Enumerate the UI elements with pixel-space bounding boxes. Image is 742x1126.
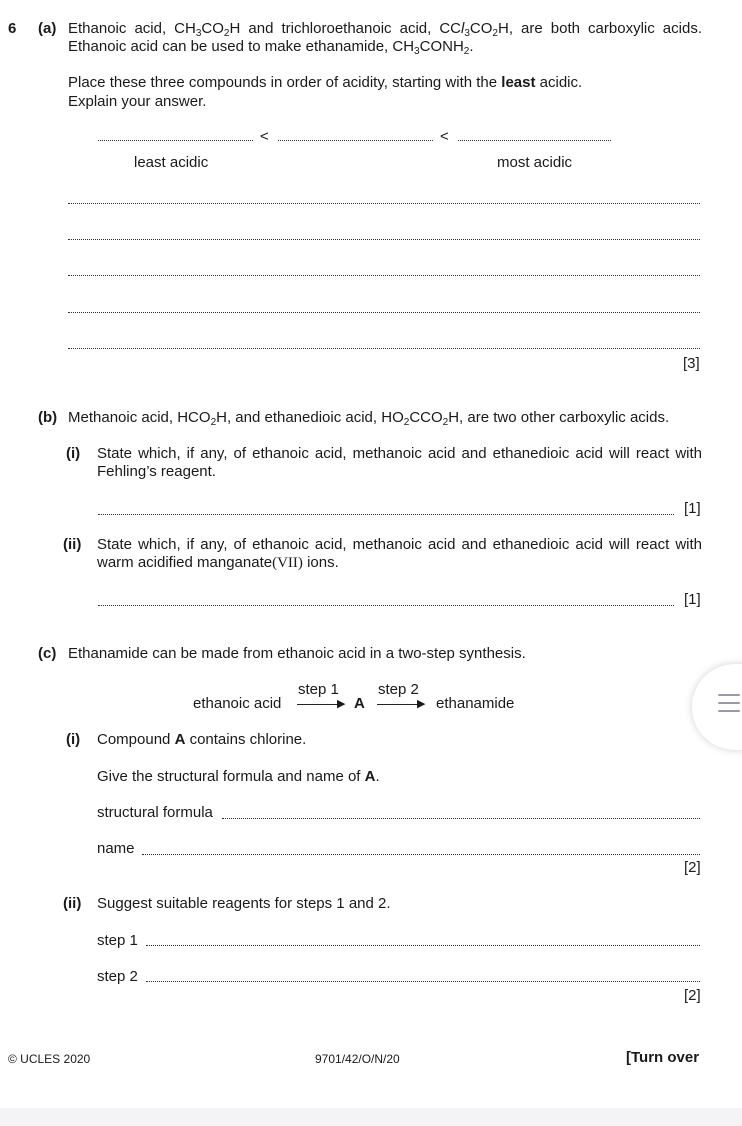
part-a-line2: Ethanoic acid can be used to make ethanamide, $CH_3CONH_2$. xyxy=(68,38,474,57)
part-b-i-line1: State which, if any, of ethanoic acid, methanoic acid and ethanedioic acid will react with xyxy=(97,445,702,462)
part-b-i-line2: Fehling’s reagent. xyxy=(97,463,216,480)
footer-paper-code: 9701/42/O/N/20 xyxy=(315,1052,400,1066)
part-b-label: (b) xyxy=(38,409,58,426)
answer-blank-most[interactable] xyxy=(458,140,611,141)
answer-line[interactable] xyxy=(98,514,674,515)
least-acidic-label: least acidic xyxy=(134,154,209,171)
answer-line[interactable] xyxy=(68,348,700,349)
scheme-end: ethanamide xyxy=(436,695,515,712)
scheme-step2-label: step 2 xyxy=(378,681,419,698)
less-than-symbol-2: < xyxy=(440,128,449,145)
handle-bar-icon xyxy=(718,710,740,712)
scheme-step1-label: step 1 xyxy=(298,681,339,698)
scheme-start: ethanoic acid xyxy=(193,695,282,712)
part-c-ii-label: (ii) xyxy=(63,895,82,912)
part-c-label: (c) xyxy=(38,645,57,662)
answer-blank-middle[interactable] xyxy=(278,140,433,141)
part-c-i-line2: Give the structural formula and name of A. xyxy=(97,768,380,785)
part-a-marks: [3] xyxy=(683,355,700,372)
part-c-ii-marks: [2] xyxy=(684,987,701,1004)
name-answer-line[interactable] xyxy=(142,854,700,855)
part-a-instruction: Place these three compounds in order of acidity, starting with the least acidic. xyxy=(68,74,583,91)
part-c-i-marks: [2] xyxy=(684,859,701,876)
name-label: name xyxy=(97,840,135,857)
part-b-ii-line2: warm acidified manganate(VII) ions. xyxy=(97,554,339,571)
question-number: 6 xyxy=(8,20,17,37)
step2-label: step 2 xyxy=(97,968,138,985)
handle-bar-icon xyxy=(718,694,740,696)
part-a-line1: Ethanoic acid, $CH_3CO_2H$ and trichloroethanoic acid, $CCl_3CO_2H$, are both carboxylic acids. xyxy=(68,20,702,39)
footer-copyright: © UCLES 2020 xyxy=(8,1052,91,1066)
scheme-arrow-1: ▶ xyxy=(297,698,345,710)
handle-bar-icon xyxy=(718,702,740,704)
part-c-i-label: (i) xyxy=(66,731,81,748)
answer-line[interactable] xyxy=(68,312,700,313)
answer-line[interactable] xyxy=(68,275,700,276)
structural-formula-answer-line[interactable] xyxy=(222,818,700,819)
bottom-strip xyxy=(0,1108,742,1126)
part-c-ii-line1: Suggest suitable reagents for steps 1 and 2. xyxy=(97,895,391,912)
step2-answer-line[interactable] xyxy=(146,981,700,982)
part-b-ii-marks: [1] xyxy=(684,591,701,608)
answer-line[interactable] xyxy=(98,605,674,606)
part-b-ii-line1: State which, if any, of ethanoic acid, methanoic acid and ethanedioic acid will react with xyxy=(97,536,702,553)
part-c-i-line1: Compound A contains chlorine. xyxy=(97,731,307,748)
part-b-ii-label: (ii) xyxy=(63,536,82,553)
part-c-intro: Ethanamide can be made from ethanoic acid in a two-step synthesis. xyxy=(68,645,526,662)
step1-answer-line[interactable] xyxy=(146,945,700,946)
less-than-symbol-1: < xyxy=(260,128,269,145)
answer-line[interactable] xyxy=(68,239,700,240)
structural-formula-label: structural formula xyxy=(97,804,213,821)
side-panel-handle[interactable] xyxy=(692,664,742,750)
part-a-label: (a) xyxy=(38,20,57,37)
step1-label: step 1 xyxy=(97,932,138,949)
scheme-intermediate: A xyxy=(354,695,365,712)
part-b-i-marks: [1] xyxy=(684,500,701,517)
answer-line[interactable] xyxy=(68,203,700,204)
part-b-intro: Methanoic acid, $HCO_2H$, and ethanedioic acid, $HO_2CCO_2H$, are two other carboxylic acids. xyxy=(68,409,670,428)
part-a-explain: Explain your answer. xyxy=(68,93,207,110)
part-b-i-label: (i) xyxy=(66,445,81,462)
most-acidic-label: most acidic xyxy=(497,154,573,171)
scheme-arrow-2: ▶ xyxy=(377,698,425,710)
answer-blank-least[interactable] xyxy=(98,140,253,141)
footer-turn-over: [Turn over xyxy=(626,1049,700,1066)
